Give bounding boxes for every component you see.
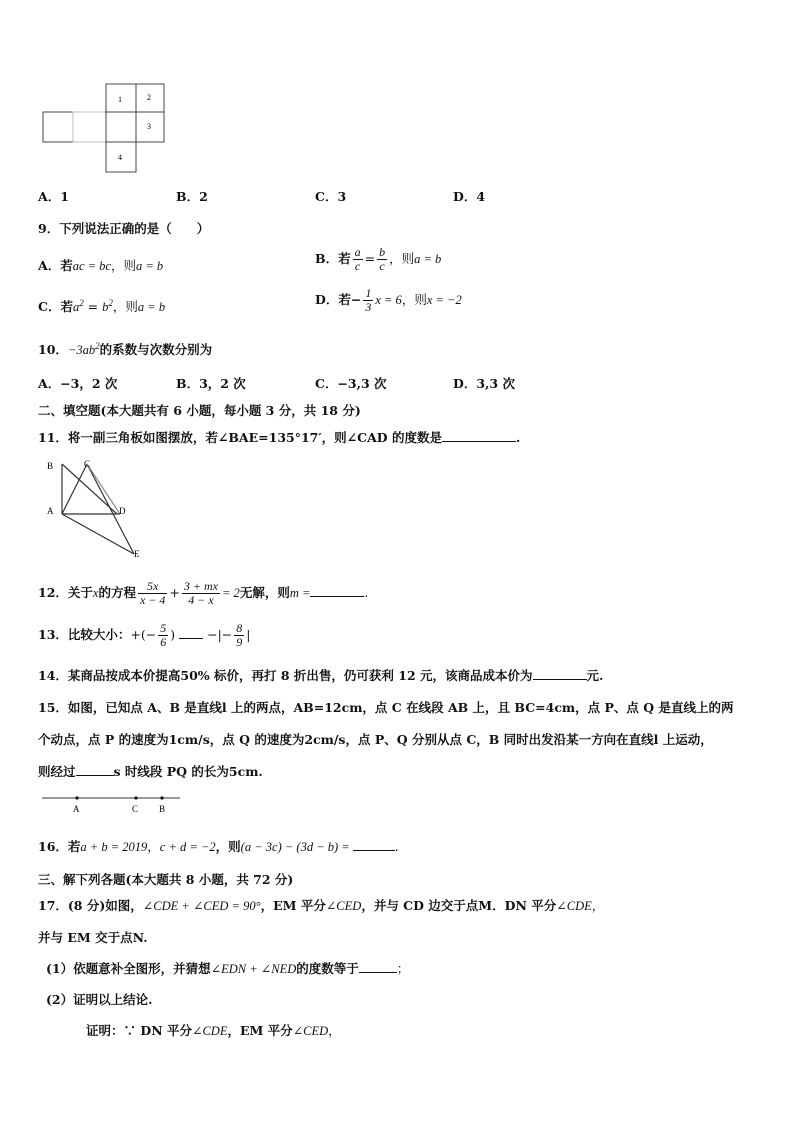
q12-stem: 12．关于x的方程 $\frac{5x}{x - 4}$ + $\frac{3 + mx}{4 - x}$ = 2无解，则m = . — [38, 579, 369, 607]
q10-option-a: A．−3，2 次 — [38, 376, 118, 391]
label-c: C — [84, 459, 91, 469]
label-e: E — [134, 549, 140, 559]
q17-sub2: (2）证明以上结论. — [46, 992, 153, 1007]
q17-line1: 17．(8 分)如图，∠CDE + ∠CED = 90°，EM 平分∠CED，并与 CD 边交于点M．DN 平分∠CDE， — [38, 898, 605, 913]
q11-stem: 11．将一副三角板如图摆放，若∠BAE=135°17′，则∠CAD 的度数是 . — [38, 430, 521, 445]
q10-stem: 10．$-3ab^2$的系数与次数分别为 — [38, 340, 213, 357]
q9-option-a: A．若ac = bc，则a = b — [38, 258, 164, 273]
q10-option-c: C．−3,3 次 — [315, 376, 387, 391]
net-cell-2: 2 — [147, 93, 151, 102]
q13-stem: 13．比较大小：+(− $\frac{5}{6}$ ) −|− $\frac{8}{9}$ | — [38, 621, 251, 649]
net-cell-3: 3 — [147, 122, 151, 131]
q10-option-b: B．3，2 次 — [176, 376, 246, 391]
q14-stem: 14．某商品按成本价提高50% 标价，再打 8 折出售，仍可获利 12 元，该商品成本价为 元. — [38, 668, 604, 683]
label-a: A — [73, 804, 80, 814]
label-b: B — [159, 804, 166, 814]
label-b: B — [47, 461, 54, 471]
section2-heading: 二、填空题(本大题共有 6 小题，每小题 3 分，共 18 分) — [38, 403, 361, 418]
net-cell-1: 1 — [118, 95, 122, 104]
q17-line2: 并与 EM 交于点N. — [38, 930, 148, 945]
q17-sub1: (1）依题意补全图形，并猜想∠EDN + ∠NED的度数等于 ； — [46, 961, 410, 976]
triangle-figure — [42, 456, 152, 560]
label-a: A — [47, 506, 54, 516]
q9-option-d: D．若− $\frac{1}{3}$ x = 6，则x = −2 — [315, 286, 462, 314]
q17-proof: 证明：∵ DN 平分∠CDE，EM 平分∠CED， — [86, 1023, 341, 1038]
q15-line1: 15．如图，已知点 A、B 是直线l 上的两点，AB=12cm，点 C 在线段 AB 上，且 BC=4cm，点 P、点 Q 是直线上的两 — [38, 700, 734, 715]
q9-stem: 9．下列说法正确的是（ ） — [38, 221, 210, 236]
q9-option-c: C．若$a^2 = b^2$，则a = b — [38, 297, 166, 314]
net-cell-4: 4 — [118, 153, 122, 162]
label-c: C — [132, 804, 139, 814]
q8-option-c: C．3 — [315, 189, 347, 204]
q16-stem: 16．若a + b = 2019，c + d = −2，则(a − 3c) − (3d − b) = . — [38, 839, 399, 854]
label-d: D — [119, 506, 126, 516]
line-segment-figure — [40, 790, 185, 816]
q8-option-d: D．4 — [453, 189, 486, 204]
q8-option-b: B．2 — [176, 189, 208, 204]
q8-option-a: A．1 — [38, 189, 69, 204]
section3-heading: 三、解下列各题(本大题共 8 小题，共 72 分) — [38, 872, 294, 887]
q9-option-b: B．若 $\frac{a}{c}$ = $\frac{b}{c}$ ，则a = b — [315, 245, 442, 273]
q10-option-d: D．3,3 次 — [453, 376, 515, 391]
cube-net-figure — [40, 82, 170, 177]
q15-line2: 个动点，点 P 的速度为1cm/s，点 Q 的速度为2cm/s，点 P、Q 分别从点 C，B 同时出发沿某一方向在直线l 上运动， — [38, 732, 713, 747]
q15-line3: 则经过 s 时线段 PQ 的长为5cm. — [38, 764, 263, 779]
